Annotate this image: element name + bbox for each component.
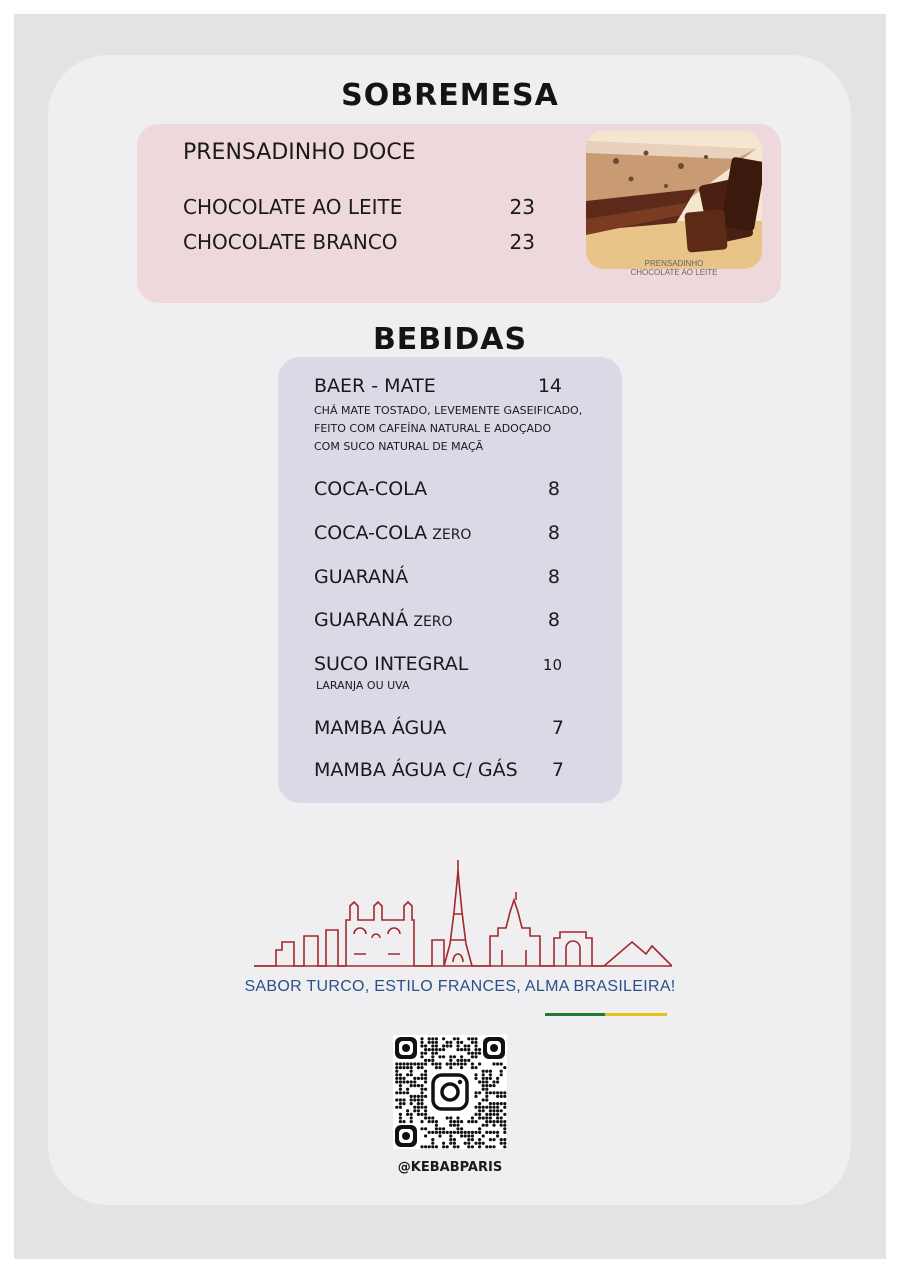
drink-name-coca-cola: COCA-COLA [314,478,428,500]
drink-suffix: ZERO [432,527,472,543]
paris-skyline-logo [254,858,672,970]
dessert-item-name: CHOCOLATE BRANCO [183,230,398,254]
drink-price-guarana-zero: 8 [547,609,560,631]
drink-price-suco-integral: 10 [542,656,562,674]
drink-name-guarana-zero [314,609,453,631]
drink-description-line: COM SUCO NATURAL DE MAÇÃ [314,440,484,453]
drink-name: GUARANÁ [314,609,409,631]
drink-name-coca-cola-zero [314,522,471,544]
drink-name-mamba-agua: MAMBA ÁGUA [314,717,447,739]
drink-name-suco-integral: SUCO INTEGRAL [314,653,469,675]
drink-price-guarana: 8 [547,566,560,588]
prensadinho-photo [586,131,762,269]
instagram-handle[interactable]: @KEBABPARIS [397,1160,503,1175]
drink-price-coca-cola: 8 [547,478,560,500]
drink-name-baer-mate: BAER - MATE [314,375,436,397]
drink-description-line: CHÁ MATE TOSTADO, LEVEMENTE GASEIFICADO, [314,404,583,417]
photo-caption-line2: CHOCOLATE AO LEITE [630,268,718,277]
drink-price-baer-mate: 14 [537,375,562,397]
drink-price-mamba-agua: 7 [551,717,564,739]
drink-suffix: ZERO [413,614,453,630]
drink-price-coca-cola-zero: 8 [547,522,560,544]
instagram-qr-code[interactable] [393,1035,507,1149]
dessert-item-price: 23 [509,230,535,254]
drink-name: COCA-COLA [314,522,428,544]
drink-name-guarana: GUARANÁ [314,566,409,588]
drink-sub-suco: LARANJA OU UVA [316,679,410,692]
photo-caption-line1: PRENSADINHO [644,259,704,268]
drink-price-mamba-agua-gas: 7 [551,759,564,781]
drink-description-line: FEITO COM CAFEÍNA NATURAL E ADOÇADO [314,422,552,435]
drinks-section-title: BEBIDAS [372,322,528,357]
dessert-item-name: CHOCOLATE AO LEITE [183,195,403,219]
dessert-heading: PRENSADINHO DOCE [183,140,416,165]
drink-name-mamba-agua-gas: MAMBA ÁGUA C/ GÁS [314,759,518,781]
flag-underline [545,1003,667,1006]
dessert-section-title: SOBREMESA [341,78,559,113]
dessert-item-price: 23 [509,195,535,219]
slogan: SABOR TURCO, ESTILO FRANCES, ALMA BRASILEIRA! [244,978,676,995]
